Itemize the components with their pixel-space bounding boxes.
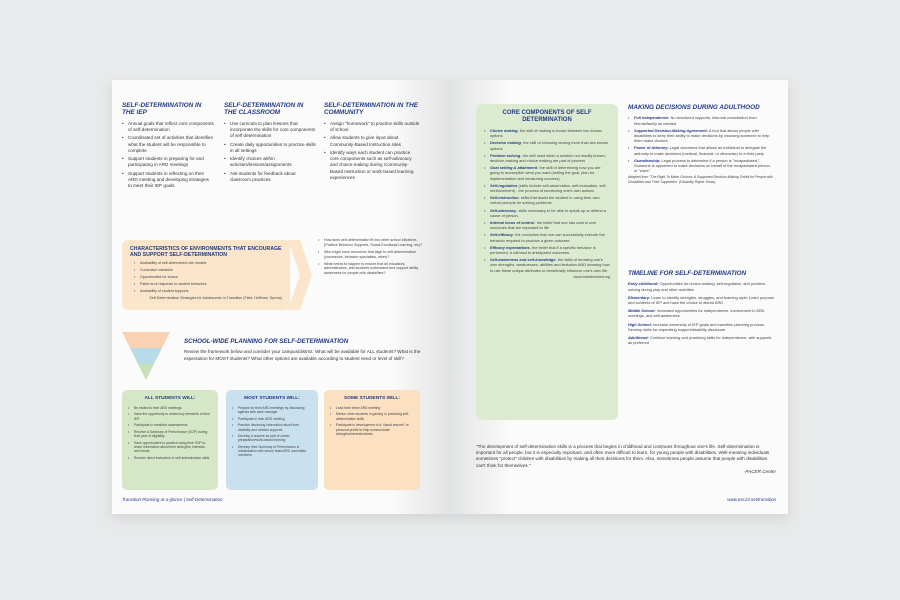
all-students-item: • Participate in transition assessments xyxy=(128,423,212,427)
environments-box xyxy=(122,240,290,310)
core-item-desc: - the skill of making a choice between two known options xyxy=(490,128,602,139)
timeline-item xyxy=(628,322,774,332)
core-item-desc: - the belief that if a specific behavior is performed, it will lead to anticipated outcomes. xyxy=(490,244,596,256)
left-footer: Transition Planning at-a-glance | Self-Determination xyxy=(122,497,223,502)
core-item xyxy=(484,140,610,150)
core-item-term: Goal setting & attainment xyxy=(490,165,538,171)
right-page xyxy=(450,80,788,514)
decision-item xyxy=(628,115,774,125)
core-list xyxy=(484,128,610,273)
iep-list xyxy=(122,121,214,190)
core-item-desc: - the skill used when a solution not readily known; decision-making and choice making are part of process xyxy=(490,152,606,164)
decisions-title: MAKING DECISIONS DURING ADULTHOOD xyxy=(628,104,760,111)
decision-item-desc: No structured supports, informal consultation from friends/family as needed xyxy=(634,115,757,126)
core-item xyxy=(484,257,610,273)
classroom-column xyxy=(224,102,316,185)
iep-item: • Support students in preparing for and participating in ARD meetings xyxy=(122,156,214,168)
decision-item-term: Full Independence: xyxy=(634,115,670,121)
core-item-term: Self-efficacy xyxy=(490,232,513,238)
core-item-term: Efficacy expectations xyxy=(490,244,530,250)
all-students-item: • Be invited to their ARD meetings xyxy=(128,406,212,410)
quote-block xyxy=(476,444,776,475)
some-students-title: SOME STUDENTS WILL: xyxy=(344,396,400,401)
iep-title: SELF-DETERMINATION IN THE IEP xyxy=(122,102,202,117)
core-item-desc: - the conviction that one can successfully execute the behavior required to produce a given outcome. xyxy=(490,232,605,243)
timeline-title: TIMELINE FOR SELF-DETERMINATION xyxy=(628,270,747,277)
environment-item: ▪ Patterns of response to student behaviors xyxy=(134,282,282,287)
environment-item: ▪ Opportunities for choice xyxy=(134,275,282,280)
some-students-box xyxy=(324,390,420,490)
core-item-term: Self-advocacy xyxy=(490,207,517,213)
timeline-item-term: Middle School: xyxy=(628,308,656,314)
core-item-term: Choice making xyxy=(490,128,518,133)
classroom-title: SELF-DETERMINATION IN THE CLASSROOM xyxy=(224,102,304,117)
core-item xyxy=(484,165,610,181)
core-item xyxy=(484,245,610,255)
all-students-item: • Have opportunities to practice using their SOP to share information about their strengths, interests, and needs xyxy=(128,441,212,454)
timeline-item-term: Elementary: xyxy=(628,294,651,300)
core-item xyxy=(484,153,610,163)
all-students-item: • Receive a Summary of Performance (SOP) during final year of eligibility xyxy=(128,430,212,439)
timeline-item-term: Early childhood: xyxy=(628,281,659,287)
question-item: • How does self-determination fit into other school initiatives (Positive Behavior Supports, Social-Emotional Learning, etc)? xyxy=(318,238,428,248)
iep-column xyxy=(122,102,214,192)
some-students-item: • Lead their entire ARD meeting xyxy=(330,406,414,410)
questions-block xyxy=(318,238,428,278)
core-item-term: Decision making xyxy=(490,140,521,146)
decisions-block xyxy=(628,104,774,184)
core-item-desc: - the skill of determining how you are going to accomplish what you want (setting the goal, plan for implementation and measuring success). xyxy=(490,165,601,181)
core-components-box xyxy=(476,104,618,420)
decision-item xyxy=(628,128,774,144)
chevron-right-icon xyxy=(288,240,312,310)
planning-title: SCHOOL-WIDE PLANNING FOR SELF-DETERMINATION xyxy=(184,338,349,345)
decision-item-desc: Legal process to determine if a person is "incapacitated." Someone is appointed to make decisions on behalf of the incapacitated person, or "ward." xyxy=(634,157,771,174)
core-item-term: Problem solving xyxy=(490,152,521,158)
classroom-item: • Use curricula to plan lessons that incorporate the skills for core components of self determination xyxy=(224,121,316,140)
timeline-item xyxy=(628,308,774,318)
core-item xyxy=(484,128,610,138)
core-item-term: Self-instruction xyxy=(490,195,519,201)
most-students-item: • Develop their Summary of Performance in collaboration with school team/ARD committee members xyxy=(232,445,312,458)
decision-item xyxy=(628,145,774,155)
core-url: www.imdetermined.org xyxy=(573,274,610,279)
decision-item xyxy=(628,158,774,174)
core-item-desc: - skills necessary to be able to speak up or defend a cause of person. xyxy=(490,207,606,218)
core-item xyxy=(484,220,610,230)
most-students-item: • Develop a resume as part of career preparation/work-based learning xyxy=(232,434,312,443)
timeline-item-term: Adulthood: xyxy=(628,335,649,341)
environment-item: ▪ Curriculum variables xyxy=(134,268,282,273)
most-students-title: MOST STUDENTS WILL: xyxy=(244,396,300,401)
questions-list xyxy=(318,238,428,276)
all-students-item: • Receive direct instruction in self determination skills xyxy=(128,456,212,460)
decisions-list xyxy=(628,115,774,173)
classroom-item: • Create daily opportunities to practice skills in all settings xyxy=(224,142,316,154)
community-column xyxy=(324,102,420,183)
some-students-item: • Participate in development of a "visual resume" or personal profile to help communicate strengths/interests/needs xyxy=(330,423,414,436)
decision-item-desc: Legal document that allows an individual to delegate the authority to make decisions (medical, financial, or otherwise) to a third party xyxy=(634,145,767,156)
left-page xyxy=(112,80,450,514)
timeline-item-desc: Opportunities for choice-making, self-regulation, and problem-solving during play and other activities xyxy=(628,281,767,292)
decision-item-desc: A tool that allows people with disabilities to keep their ability to make decisions by choosing someone to help them make choices. xyxy=(634,127,770,144)
most-students-item: • Practice disclosing information about their disability and needed supports xyxy=(232,423,312,432)
timeline-block xyxy=(628,270,774,348)
environments-list xyxy=(130,261,282,294)
core-item xyxy=(484,183,610,193)
decision-item-term: Supported Decision-Making Agreement: xyxy=(634,127,709,133)
core-item-term: Self-regulation xyxy=(490,182,518,188)
all-students-title: ALL STUDENTS WILL: xyxy=(144,396,196,401)
timeline-item-desc: Learn to identify strengths, struggles, and learning style; Learn purpose and contents of IEP and have the choice to attend ARD xyxy=(628,294,774,306)
community-item: • Identify ways each student can practice core components such as self-advocacy and choice-making during Community-Based Instruction or work-based learning experiences xyxy=(324,150,420,181)
core-item-term: Internal locus of control xyxy=(490,220,535,226)
question-item: • What needs to happen to ensure that all educators, administrators, and students understand and support ability awareness for people with disabilities? xyxy=(318,262,428,276)
decision-item-term: Power of Attorney: xyxy=(634,145,669,151)
all-students-box xyxy=(122,390,218,490)
core-item-desc: - skills that assist the student in using their own verbal prompts for solving problems. xyxy=(490,195,600,206)
community-item: • Assign "homework" to practice skills outside of school xyxy=(324,121,420,133)
pyramid-icon xyxy=(122,332,170,380)
iep-item: • Support students in reflecting on their ARD meeting and developing strategies to meet their IEP goals xyxy=(122,171,214,190)
core-item xyxy=(484,208,610,218)
timeline-item-term: High School: xyxy=(628,321,652,327)
timeline-item-desc: Increase ownership of IEP goals and transition planning process; Develop skills for requesting support/disability disclosure xyxy=(628,321,765,332)
some-students-item: • Mentor other students in gaining or practicing self-determination skills xyxy=(330,412,414,421)
decisions-source: Adapted from "The Right To Make Choices: A Supported Decision-Making Toolkit for People with Disabilities and Their Supporters" (Disability Rights Texas) xyxy=(628,175,773,184)
all-students-list xyxy=(128,406,212,460)
community-item: • Allow students to give input about Community-Based Instruction sites xyxy=(324,135,420,147)
quote-text: "The development of self-determination skills is a process that begins in childhood and continues throughout one's life. Self-determination is important for all people, but it is especially important, and often more difficult to learn, for young people with disabilities. Well-meaning individuals sometimes "protect" children with disabilities by making all their decisions for them. Also, sometimes people assume that people with disabilities can't think for themselves." xyxy=(476,444,770,468)
classroom-list xyxy=(224,121,316,183)
community-title: SELF-DETERMINATION IN THE COMMUNITY xyxy=(324,102,418,117)
planning-block xyxy=(184,338,434,362)
timeline-item xyxy=(628,335,774,345)
core-item-desc: (skills include self-observation, self-evaluation, self-reinforcement) - the process of monitoring one's own actions xyxy=(490,182,607,194)
right-footer: www.esc13.net/transition xyxy=(727,497,776,502)
question-item: • Who might have resources that align to self-determination (counselors, behavior specialists, other)? xyxy=(318,250,428,260)
core-item-term: Self-awareness and self-knowledge xyxy=(490,257,556,263)
classroom-item: • Ask students for feedback about classroom practices xyxy=(224,171,316,183)
timeline-item xyxy=(628,281,774,291)
environments-source: Self-Determination Strategies for Adolescents in Transition (Field, Hoffman, Spezia) xyxy=(149,295,282,300)
iep-item: • Coordinated set of activities that identifies what the student will be responsible to complete xyxy=(122,135,214,154)
timeline-item-desc: Continue learning and practicing skills for independence, with supports as preferred xyxy=(628,335,772,346)
iep-item: • Annual goals that reflect core components of self-determination xyxy=(122,121,214,133)
decision-item-term: Guardianship: xyxy=(634,157,661,163)
most-students-list xyxy=(232,406,312,458)
timeline-list xyxy=(628,281,774,345)
quote-source: -PACER Center xyxy=(743,468,776,474)
some-students-list xyxy=(330,406,414,436)
timeline-item-desc: Increased opportunities for independence, involvement in ARD meetings, and self-awareness xyxy=(628,308,765,319)
classroom-item: • Identify choices within activities/lessons/assignments xyxy=(224,156,316,168)
core-item-desc: - the skill of choosing among more than two known options xyxy=(490,140,609,151)
core-item-desc: - the belief that one has control over outcomes that are important to life xyxy=(490,220,597,231)
environment-item: ▪ Availability of student supports xyxy=(134,289,282,294)
most-students-box xyxy=(226,390,318,490)
core-item xyxy=(484,232,610,242)
core-item-desc: - the skills of knowing one's own strengths, weaknesses, abilities and limitation AND knowing how to use these unique attributes to beneficially influence one's own life. xyxy=(490,257,610,273)
core-item xyxy=(484,195,610,205)
all-students-item: • Have the opportunity to review key elements of their IEP xyxy=(128,412,212,421)
most-students-item: • Prepare for their ARD meetings by discussing agenda with case manager xyxy=(232,406,312,415)
most-students-item: • Participate in their ARD meeting xyxy=(232,417,312,421)
core-title: CORE COMPONENTS OF SELF DETERMINATION xyxy=(502,110,592,123)
environments-title: CHARACTERISTICS OF ENVIRONMENTS THAT ENCOURAGE AND SUPPORT SELF-DETERMINATION xyxy=(130,246,282,258)
planning-text: Review the framework below and consider your campus/district. What will be available for ALL students? What is the expectation for MOST students? What other options are available according to student need or level of skill? xyxy=(184,349,421,361)
community-list xyxy=(324,121,420,181)
timeline-item xyxy=(628,295,774,305)
environment-item: ▪ Availability of self-determined role models xyxy=(134,261,282,266)
